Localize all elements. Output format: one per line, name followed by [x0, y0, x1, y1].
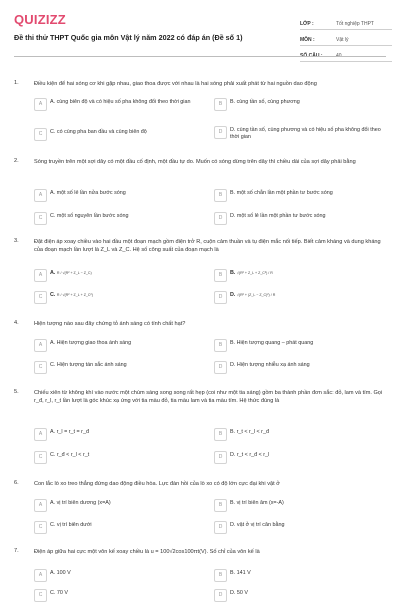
question-text: Sóng truyền trên một sợi dây có một đầu cố định, một đầu tự do. Muốn có sóng dừng trên dây thì chiều dài của sợi dây phải bằng [34, 159, 356, 165]
question-number: 6. [14, 480, 19, 486]
option-formula: √(R² + (Z_L − Z_C)²) / R [236, 293, 276, 297]
option-a[interactable] [34, 188, 208, 202]
meta-value: Vật lý [336, 37, 349, 43]
question-text: Đặt điện áp xoay chiều vào hai đầu một đoạn mạch gồm điện trở R, cuộn cảm thuần và tụ điện mắc nối tiếp. Biết cảm kháng và dung kháng của đoạn mạch lần lượt là Z_L và Z_C. Hệ số công suất của đoạn mạch là [34, 239, 381, 254]
question-text: Điện áp giữa hai cực một vôn kế xoay chiều là u = 100√2cos100πt(V). Số chỉ của vôn kế là [34, 549, 260, 555]
option-text: B. cùng tần số, cùng phương [230, 99, 300, 105]
option-text: D. một số lẻ lần một phần tư bước sóng [230, 213, 326, 219]
option-c[interactable] [34, 211, 208, 225]
option-letter: D [214, 126, 227, 139]
option-text: A. Hiện tượng giao thoa ánh sáng [50, 340, 132, 346]
option-d[interactable] [214, 450, 388, 464]
question-text: Con lắc lò xo treo thẳng đứng dao động điều hòa. Lực đàn hồi của lò xo có độ lớn cực đại khi vật ở [34, 481, 280, 487]
option-c[interactable] [34, 360, 208, 374]
option-text: C. có cùng pha ban đầu và cùng biên độ [50, 129, 147, 135]
option-c[interactable] [34, 127, 208, 141]
question-number: 7. [14, 548, 19, 554]
question-text: Hiện tượng nào sau đây chứng tỏ ánh sáng có tính chất hạt? [34, 321, 186, 327]
option-c[interactable] [34, 290, 208, 304]
option-letter: B [214, 339, 227, 352]
option-letter: D [214, 212, 227, 225]
option-letter: D [214, 521, 227, 534]
option-letter: C [34, 291, 47, 304]
option-text: B. vị trí biên âm (x=-A) [230, 500, 284, 506]
option-letter: A [34, 339, 47, 352]
option-text: C. vị trí biên dưới [50, 522, 92, 528]
option-text: B. một số chẵn lần một phần tư bước sóng [230, 190, 333, 196]
option-text: D. r_t < r_đ < r_l [230, 452, 270, 458]
option-letter: B [214, 428, 227, 441]
option-text [50, 292, 208, 299]
option-formula: R / √(R² + Z_L + Z_C²) [56, 293, 93, 297]
option-letter: B [214, 569, 227, 582]
option-d[interactable] [214, 211, 388, 225]
option-letter: C [34, 521, 47, 534]
question-number: 5. [14, 389, 19, 395]
option-text: C. Hiện tượng tán sắc ánh sáng [50, 362, 127, 368]
option-a[interactable] [34, 427, 208, 441]
option-letter: B [214, 499, 227, 512]
option-b[interactable] [214, 188, 388, 202]
option-letter: A [34, 499, 47, 512]
option-text: D. cùng tần số, cùng phương và có hiệu số pha không đổi theo thời gian [230, 127, 381, 141]
option-text: C. r_đ < r_l < r_t [50, 452, 90, 458]
option-label: A. [50, 270, 56, 276]
option-letter: C [34, 589, 47, 602]
option-a[interactable] [34, 498, 208, 512]
option-formula: R / √(R² + Z_L − Z_C) [56, 271, 92, 275]
option-letter: A [34, 428, 47, 441]
option-c[interactable] [34, 520, 208, 534]
option-letter: C [34, 128, 47, 141]
option-b[interactable] [214, 97, 388, 111]
worksheet-title: Đề thi thử THPT Quốc gia môn Vật lý năm 2022 có đáp án (Đề số 1) [14, 33, 243, 42]
quizizz-logo: QUIZIZZ [14, 12, 66, 27]
option-d[interactable] [214, 360, 388, 374]
meta-value: Tốt nghiệp THPT [336, 21, 374, 27]
option-d[interactable] [214, 290, 388, 304]
question-number: 3. [14, 238, 19, 244]
option-text: A. r_l = r_t = r_đ [50, 429, 89, 435]
option-letter: D [214, 451, 227, 464]
option-letter: D [214, 361, 227, 374]
meta-row-subject [300, 30, 392, 46]
option-text: B. Hiện tượng quang – phát quang [230, 340, 314, 346]
header-divider [14, 56, 386, 57]
option-text: A. cùng biên độ và có hiệu số pha không đổi theo thời gian [50, 99, 191, 105]
option-letter: C [34, 361, 47, 374]
option-label: C. [50, 292, 56, 298]
question-number: 2. [14, 158, 19, 164]
option-c[interactable] [34, 450, 208, 464]
option-letter: D [214, 291, 227, 304]
option-text: C. 70 V [50, 590, 68, 596]
meta-row-class [300, 14, 392, 30]
meta-label: MÔN : [300, 37, 315, 43]
option-text: C. một số nguyên lần bước sóng [50, 213, 129, 219]
option-text [230, 270, 388, 277]
option-letter: B [214, 189, 227, 202]
option-label: D. [230, 292, 236, 298]
option-letter: C [34, 212, 47, 225]
option-b[interactable] [214, 338, 388, 352]
option-letter: A [34, 98, 47, 111]
option-text: D. vật ở vị trí cân bằng [230, 522, 285, 528]
option-text: A. 100 V [50, 570, 71, 576]
option-a[interactable] [34, 97, 208, 111]
option-text: B. 141 V [230, 570, 251, 576]
option-d[interactable] [214, 520, 388, 534]
option-text [50, 270, 208, 277]
option-b[interactable] [214, 427, 388, 441]
option-b[interactable] [214, 568, 388, 582]
option-letter: B [214, 269, 227, 282]
question-number: 4. [14, 320, 19, 326]
option-text: B. r_t < r_l < r_đ [230, 429, 269, 435]
option-letter: A [34, 189, 47, 202]
option-text [230, 292, 388, 299]
option-letter: B [214, 98, 227, 111]
option-letter: D [214, 589, 227, 602]
meta-label: LỚP : [300, 21, 314, 27]
option-b[interactable] [214, 268, 388, 282]
option-text: A. vị trí biên dương (x=A) [50, 500, 111, 506]
question-text: Điều kiện để hai sóng cơ khi gặp nhau, giao thoa được với nhau là hai sóng phải xuất phát từ hai nguồn dao động [34, 81, 317, 87]
option-formula: √(R² + Z_L + Z_C²) / R [236, 271, 273, 275]
meta-row-count [300, 46, 392, 62]
option-b[interactable] [214, 498, 388, 512]
question-number: 1. [14, 80, 19, 86]
option-text: A. một số lẻ lần nửa bước sóng [50, 190, 126, 196]
option-d[interactable] [214, 125, 388, 139]
option-a[interactable] [34, 338, 208, 352]
option-letter: A [34, 269, 47, 282]
question-text: Chiếu xiên từ không khí vào nước một chùm sáng song song rất hẹp (coi như một tia sáng) gồm ba thành phần đơn sắc: đỏ, lam và tím. Gọi r_đ, r_l, r_t lần lượt là góc khúc xạ ứng với tia màu đỏ, tia màu lam và tia màu tím. Hệ thức đúng là [34, 390, 383, 405]
option-text: D. Hiện tượng nhiễu xạ ánh sáng [230, 362, 310, 368]
worksheet-meta [300, 14, 392, 62]
option-letter: A [34, 569, 47, 582]
option-a[interactable] [34, 268, 208, 282]
option-label: B. [230, 270, 236, 276]
option-a[interactable] [34, 568, 208, 582]
option-letter: C [34, 451, 47, 464]
option-text: D. 50 V [230, 590, 248, 596]
